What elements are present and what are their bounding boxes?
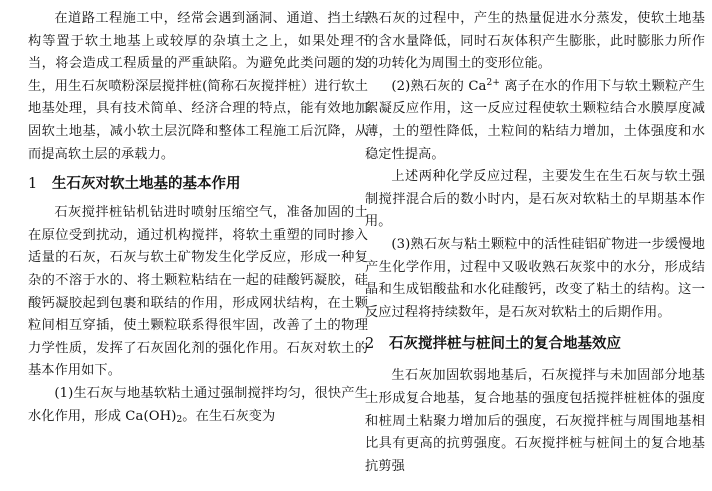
item-1-paragraph-continued: 熟石灰的过程中，产生的热量促进水分蒸发，使软土地基的含水量降低，同时石灰体积产生膨胀，此时膨胀力所作的功转化为周围土的变形位能。 xyxy=(365,11,705,72)
intro-paragraph: 在道路工程施工中，经常会遇到涵洞、通道、挡土结构等置于软土地基上或较厚的杂填土之上，如果处理不当，将会造成工程质量的严重缺陷。为避免此类问题的发生，用生石灰喷粉深层搅拌桩(简称石灰搅拌桩）进行软土地基处理，具有技术简单、经济合理的特点，能有效地加固软土地基，减小软土层沉降和整体工程施工后沉降，从而提高软土层的承载力。 xyxy=(28,11,368,162)
item-3-paragraph: (3)熟石灰与粘土颗粒中的活性硅铝矿物进一步缓慢地产生化学作用，过程中又吸收熟石灰浆中的水分，形成结晶和生成铝酸盐和水化硅酸钙，改变了粘土的结构。这一反应过程将持续数年，是石灰对软粘土的后期作用。 xyxy=(365,236,705,320)
item-1-text-b: 。在生石灰变为 xyxy=(182,408,276,424)
section-2-title: 石灰搅拌桩与桩间土的复合地基效应 xyxy=(389,336,621,353)
section-2-paragraph: 生石灰加固软弱地基后，石灰搅拌与未加固部分地基土形成复合地基，复合地基的强度包括搅拌桩桩体的强度和桩周土粘聚力增加后的强度，石灰搅拌桩与周围地基相比具有更高的抗剪强度。石灰搅拌桩与桩间土的复合地基抗剪强 xyxy=(365,368,705,474)
item-2-text-a: (2)熟石灰的 Ca xyxy=(391,78,487,94)
section-1-number: 1 xyxy=(28,176,38,193)
item-1-subscript: 2 xyxy=(176,414,183,425)
section-1-title: 生石灰对软土地基的基本作用 xyxy=(52,176,241,193)
section-1-paragraph: 石灰搅拌桩钻机钻进时喷射压缩空气，准备加固的土在原位受到扰动，通过机构搅拌，将软土重塑的同时掺入适量的石灰，石灰与软土矿物发生化学反应，形成一种复杂的不溶于水的、将土颗粒粘结在一起的硅酸钙凝胶，硅酸钙凝胶起到包裹和联结的作用，形成网状结构，在土颗粒间相互穿插，使土颗粒联系得很牢固，改善了土的物理力学性质，发挥了石灰固化剂的强化作用。石灰对软土的基本作用如下。 xyxy=(28,205,368,379)
section-2-heading xyxy=(365,324,705,365)
right-column xyxy=(365,8,705,478)
left-column xyxy=(28,8,368,428)
item-2-superscript: 2+ xyxy=(486,77,500,88)
section-1-heading xyxy=(28,166,368,202)
item-1-paragraph-start xyxy=(28,383,368,428)
summary-paragraph: 上述两种化学反应过程，主要发生在生石灰与软土强制搅拌混合后的数小时内，是石灰对软粘土的早期基本作用。 xyxy=(365,169,705,230)
item-2-text-b: 离子在水的作用下与软土颗粒产生絮凝反应作用，这一反应过程使软土颗粒结合水膜厚度减薄，土的塑性降低，土粒间的粘结力增加，土体强度和水稳定性提高。 xyxy=(365,78,705,162)
section-2-number: 2 xyxy=(365,336,375,353)
item-1-text-a: (1)生石灰与地基软粘土通过强制搅拌均匀，很快产生水化作用，形成 Ca(OH) xyxy=(28,385,368,424)
item-2-paragraph xyxy=(365,76,705,166)
